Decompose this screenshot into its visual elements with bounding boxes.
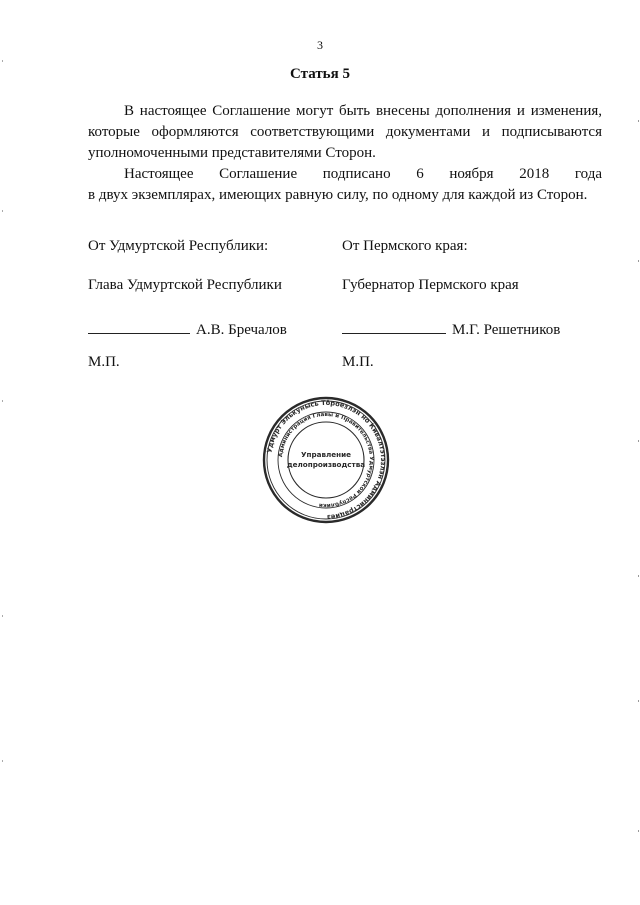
right-edge-scan-marks [636,0,640,905]
right-party-label: От Пермского края: [342,238,468,254]
stamp-inner-text: Администрация Главы и Правительства Удмуртской Республики [278,411,375,509]
paragraph-signed-line1: Настоящее Соглашение подписано 6 ноября 2018 года [124,166,602,182]
right-signature-line [342,320,560,340]
stamp-graphic [261,395,391,525]
stamp-outer-text: Удмурт Элькунысь Тöроезлэн но Кивалтэтэзлэн Администрациез [265,398,388,522]
paragraph-amendments-text: В настоящее Соглашение могут быть внесены дополнения и изменения, которые оформляются соответствующими документами и подписываются уполномоченными представителями Сторон. [88,103,602,161]
paragraph-signed-line2: в двух экземплярах, имеющих равную силу, по одному для каждой из Сторон. [88,187,588,203]
left-seal-place: М.П. [88,354,120,370]
paragraph-amendments [88,101,602,164]
right-signatory-position: Губернатор Пермского края [342,277,519,293]
right-signatory-name: М.Г. Решетников [452,322,561,338]
paragraph-signed [88,164,602,206]
right-signature-blank [342,321,446,334]
article-title: Статья 5 [290,66,350,82]
right-seal-place: М.П. [342,354,374,370]
left-party-label: От Удмуртской Республики: [88,238,269,254]
stamp-center-line2: делопроизводства [286,460,366,469]
left-signatory-position: Глава Удмуртской Республики [88,277,282,293]
left-signatory-name: А.В. Бречалов [196,322,287,338]
stamp-center-line1: Управление [300,450,352,459]
left-edge-scan-marks [0,0,4,905]
left-signature-blank [88,321,190,334]
round-seal-stamp-icon [261,395,391,525]
page-number: 3 [317,38,323,52]
left-signature-line [88,320,287,340]
